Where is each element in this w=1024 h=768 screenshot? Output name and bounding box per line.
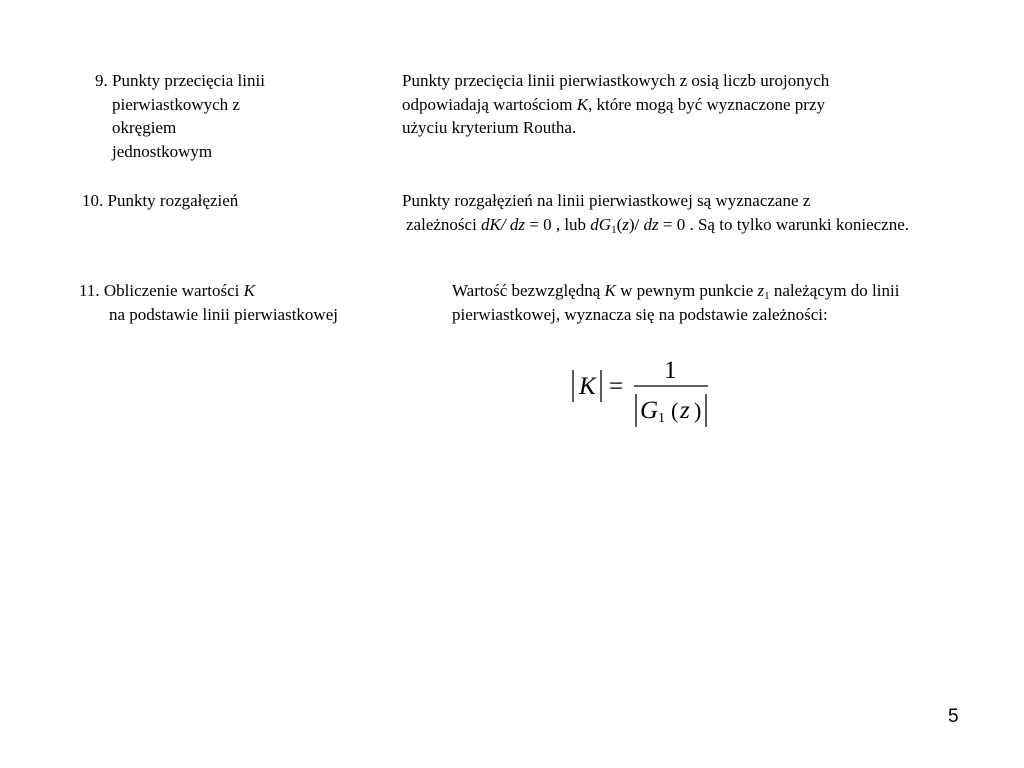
item9-label-line: 9. Punkty przecięcia linii [95, 71, 265, 90]
item11-desc-line: pierwiastkowej, wyznacza się na podstawie zależności: [452, 304, 828, 324]
formula-den-open: ( [671, 398, 679, 423]
item11-description [452, 279, 899, 326]
item10-description [402, 189, 909, 236]
item11-label-line: na podstawie linii pierwiastkowej [109, 304, 338, 324]
item9-label-line: pierwiastkowych z [112, 94, 240, 114]
formula-den-sub: 1 [658, 411, 665, 426]
item9-description [402, 69, 829, 140]
item10-label-line: 10. Punkty rozgałęzień [82, 191, 239, 210]
item9-label-line: jednostkowym [112, 141, 213, 161]
item11-label-line: 11. Obliczenie wartości K [79, 281, 255, 300]
item9-desc-line: Punkty przecięcia linii pierwiastkowych z osią liczb urojonych [402, 71, 830, 90]
k-magnitude-formula [570, 350, 720, 436]
page-number: 5 [948, 706, 959, 727]
formula-den-z: z [680, 397, 690, 424]
formula-den-close: ) [694, 398, 702, 423]
formula-numerator: 1 [664, 357, 677, 384]
item11-desc-line: Wartość bezwzględną K w pewnym punkcie $z_1$ należącym do linii [452, 281, 900, 302]
formula-den-var: G [640, 397, 659, 424]
item10-label [82, 189, 238, 213]
item9-label [95, 69, 265, 163]
item9-desc-line: użyciu kryterium Routha. [402, 118, 577, 137]
item10-desc-line: zależności dK/ dz = 0 , lub $dG_1(z)/$ dz = 0 . Są to tylko warunki konieczne. [406, 214, 910, 236]
item10-desc-line: Punkty rozgałęzień na linii pierwiastkowej są wyznaczane z [402, 191, 811, 210]
item9-label-line: okręgiem [112, 118, 177, 137]
formula-equals: = [609, 373, 624, 400]
formula-lhs-var: K [579, 373, 596, 400]
item11-label [79, 279, 338, 326]
item9-desc-line: odpowiadają wartościom K, które mogą być wyznaczone przy [402, 94, 825, 114]
